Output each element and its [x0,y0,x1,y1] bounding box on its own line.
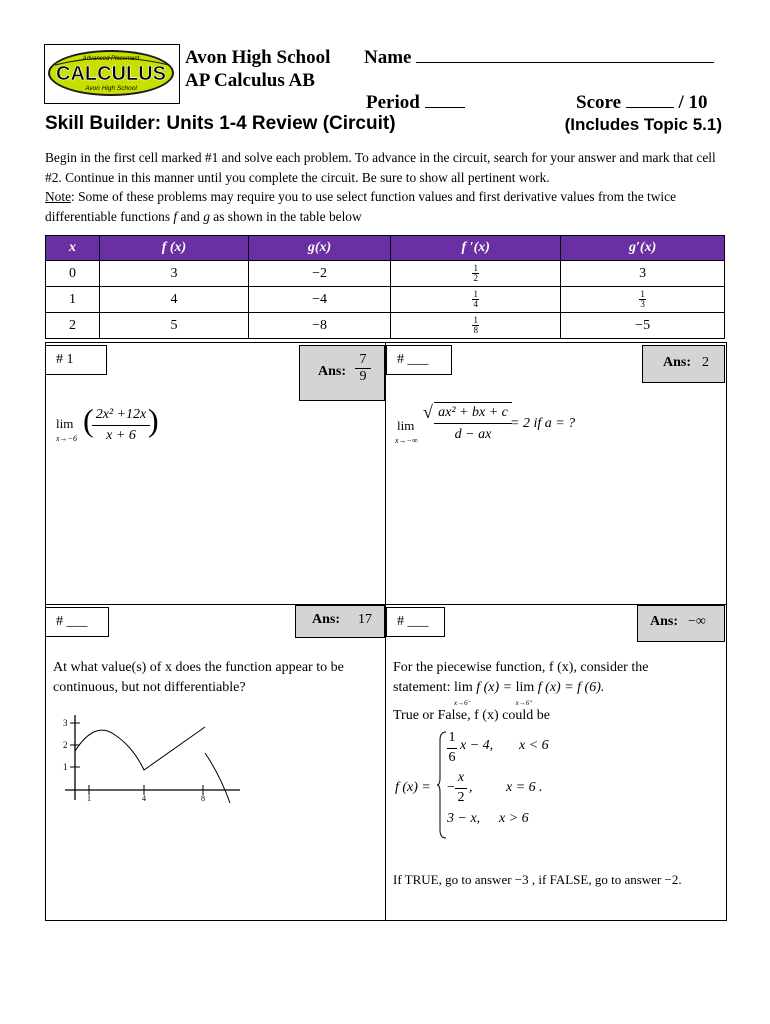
paren-left: ( [83,402,94,438]
g-symbol: g [203,208,210,224]
ans-value: −∞ [688,614,706,629]
period-label: Period [366,92,420,113]
cell-3-question: At what value(s) of x does the function appear to be continuous, but not differentiable? [53,660,344,695]
name-blank[interactable] [416,62,714,63]
f-symbol: f [173,208,178,224]
intro-p2: : Some of these problems may require you to use select function values and first derivative values from the twice differentiable functions [45,189,677,224]
intro-p3: as shown in the table below [213,208,362,224]
curve-right [205,753,230,803]
cell-gprime: 3 [561,261,725,287]
piece2-cond: x = 6 . [506,780,543,795]
lim-word: lim [56,416,74,431]
cell-g: −8 [248,313,390,339]
brace [437,730,447,840]
page-title: Skill Builder: Units 1-4 Review (Circuit) [45,113,396,134]
denominator: d − ax [454,427,492,442]
period-field[interactable] [366,92,465,114]
intro-p1: Begin in the first cell marked #1 and solve each problem. To advance in the circuit, search for your answer and mark that cell #2. Continue in this manner until you complete the circuit. Be sure to show all pertinent work. [45,150,716,185]
piece1-cond: x < 6 [519,738,549,753]
numerator: 2x² +12x [92,405,150,426]
rhs: = 2 if a = ? [510,416,576,431]
cell-2-problem [395,402,717,445]
paren-right: ) [148,402,159,438]
cell-x: 0 [46,261,100,287]
ans-label: Ans: [318,364,347,379]
cell-f: 3 [100,261,249,287]
header-fprime: f ′(x) [391,236,561,261]
cell-2-number[interactable]: # ___ [386,345,452,375]
lim-word: lim [397,418,415,433]
q4-line2: statement: lim x→6⁻ f (x) = lim x→6⁺ f (x) = f (6). [393,680,605,707]
piece3-cond: x > 6 [499,811,529,826]
curve-left [75,727,205,770]
ans-label: Ans: [650,614,679,629]
q4-line1: For the piecewise function, f (x), consider the [393,660,649,675]
q4-footer: If TRUE, go to answer −3 , if FALSE, go to answer −2. [393,872,682,887]
numerator: ax² + bx + c [434,402,512,424]
denominator: x + 6 [106,428,136,443]
piece2-den: 2 [457,790,465,805]
logo-word: CALCULUS [56,63,166,85]
piece2-comma: , [469,780,473,795]
graph [55,715,245,815]
name-field[interactable] [364,47,714,69]
logo-bottom-text: Avon High School [85,85,137,92]
cell-1-number[interactable]: # 1 [45,345,107,375]
cell-4-number[interactable]: # ___ [386,607,445,637]
cell-g: −4 [248,287,390,313]
piece3-expr: 3 − x, [447,811,481,826]
grid-divider-horizontal [45,604,726,605]
ans-value: 17 [358,612,372,627]
header-x: x [46,236,100,261]
cell-4-problem [393,658,723,898]
topic-note: (Includes Topic 5.1) [564,115,722,134]
q4-line3: True or False, f (x) could be [393,708,550,723]
score-total: / 10 [678,92,708,113]
and-word: and [180,208,200,224]
score-blank[interactable] [626,107,674,108]
header-g: g(x) [248,236,390,261]
piece2-num: x [455,768,467,789]
header-gprime: g′(x) [561,236,725,261]
x-tick-8: 8 [201,794,205,803]
cell-3-number[interactable]: # ___ [45,607,109,637]
calculus-logo [44,44,180,104]
x-tick-1: 1 [87,794,91,803]
fx-label: f (x) = [395,780,431,795]
piece1-expr: x − 4, [460,738,494,753]
y-tick-1: 1 [63,762,68,772]
lim-sub: x→−6 [56,434,77,443]
ans-value: 2 [702,355,709,370]
header-f: f (x) [100,236,249,261]
course-name: AP Calculus AB [185,70,315,91]
school-name: Avon High School [185,47,331,68]
ans-label: Ans: [312,612,341,627]
cell-fprime: $\frac{1}{8}$ [391,313,561,339]
cell-1-answer [299,345,385,401]
lim-sub: x→−∞ [395,436,418,445]
cell-4-answer [637,605,725,642]
x-tick-4: 4 [142,794,146,803]
cell-fprime: $\frac{1}{4}$ [391,287,561,313]
cell-fprime: $\frac{1}{2}$ [391,261,561,287]
cell-g: −2 [248,261,390,287]
piece2-minus: − [447,780,455,795]
cell-x: 1 [46,287,100,313]
name-label: Name [364,47,412,68]
y-tick-2: 2 [63,740,68,750]
ans-value: 7 9 [355,352,371,385]
ans-label: Ans: [663,355,692,370]
cell-3-answer [295,605,385,638]
y-tick-3: 3 [63,718,68,728]
cell-f: 4 [100,287,249,313]
logo-top-text: Advanced Placement [82,56,140,62]
cell-gprime: −5 [561,313,725,339]
period-blank[interactable] [425,107,465,108]
score-field[interactable] [576,92,708,114]
table-row [46,313,725,339]
piece1-num: 1 [447,728,457,749]
table-row [46,261,725,287]
table-row [46,287,725,313]
function-values-table [45,235,725,339]
sqrt-sign: √ [423,402,433,422]
score-label: Score [576,92,622,113]
cell-f: 5 [100,313,249,339]
cell-gprime: $\frac{1}{3}$ [561,287,725,313]
note-label: Note [45,189,72,205]
cell-2-answer [642,345,725,383]
instructions [45,148,730,226]
piece1-den: 6 [448,750,456,765]
cell-x: 2 [46,313,100,339]
